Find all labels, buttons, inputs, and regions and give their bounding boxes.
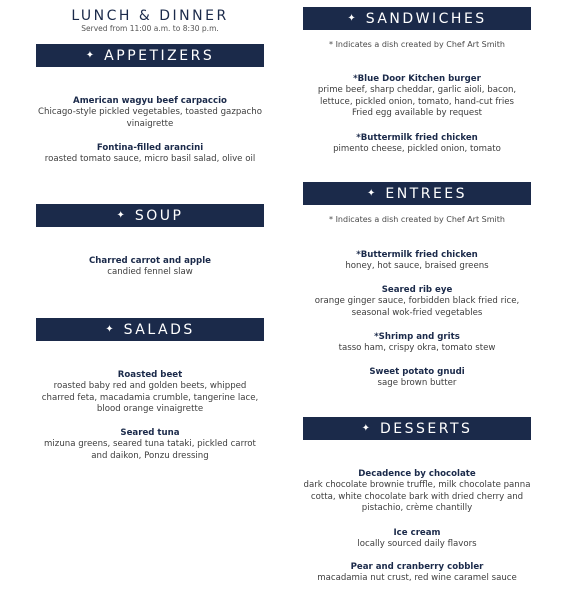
- dish-description: dark chocolate brownie truffle, milk chocolate panna cotta, white chocolate bark with dried cherry and pistachio, crème chantilly: [303, 480, 531, 514]
- menu-item: [303, 74, 531, 120]
- dish-name: *Buttermilk fried chicken: [356, 250, 478, 260]
- section-header-entrees: [303, 182, 531, 205]
- section-header-salads: [36, 318, 264, 341]
- dish-description: honey, hot sauce, braised greens: [345, 261, 489, 272]
- dish-description: locally sourced daily flavors: [357, 539, 477, 550]
- sparkle-star-icon: ✦: [366, 188, 376, 199]
- dish-description: candied fennel slaw: [107, 267, 193, 278]
- dish-name: American wagyu beef carpaccio: [73, 96, 227, 106]
- menu-item: [36, 428, 264, 462]
- service-hours: Served from 11:00 a.m. to 8:30 p.m.: [81, 24, 219, 33]
- dish-description: pimento cheese, pickled onion, tomato: [333, 144, 501, 155]
- menu-item: [36, 143, 264, 166]
- section-header-sandwiches: [303, 7, 531, 30]
- section-title: APPETIZERS: [104, 47, 215, 64]
- sparkle-star-icon: ✦: [361, 423, 370, 434]
- menu-item: [36, 96, 264, 130]
- menu-title-block: [36, 8, 264, 34]
- chef-note: * Indicates a dish created by Chef Art Smith: [329, 40, 505, 49]
- dish-description: sage brown butter: [377, 378, 457, 389]
- section-title: SANDWICHES: [365, 10, 487, 27]
- dish-description: roasted tomato sauce, micro basil salad, olive oil: [44, 154, 256, 165]
- dish-description: orange ginger sauce, forbidden black fried rice, seasonal wok-fried vegetables: [314, 296, 520, 318]
- sparkle-star-icon: ✦: [347, 13, 356, 24]
- section-title: ENTREES: [385, 185, 468, 202]
- section-title: SOUP: [134, 207, 184, 224]
- page-title: LUNCH & DINNER: [71, 8, 229, 24]
- sparkle-star-icon: ✦: [105, 324, 114, 335]
- menu-item: [303, 250, 531, 273]
- menu-item: [36, 256, 264, 279]
- dish-name: *Buttermilk fried chicken: [356, 133, 478, 143]
- dish-name: Decadence by chocolate: [358, 469, 476, 479]
- menu-item: [303, 367, 531, 390]
- dish-description: tasso ham, crispy okra, tomato stew: [338, 343, 496, 354]
- sparkle-star-icon: ✦: [116, 210, 125, 221]
- menu-item: [303, 469, 531, 515]
- menu-item: [36, 370, 264, 416]
- sparkle-star-icon: ✦: [85, 50, 95, 61]
- section-header-soup: [36, 204, 264, 227]
- dish-description: roasted baby red and golden beets, whipped charred feta, macadamia crumble, tangerine lace, blood orange vinaigrette: [41, 381, 259, 415]
- dish-name: Charred carrot and apple: [89, 256, 211, 266]
- dish-name: *Blue Door Kitchen burger: [353, 74, 481, 84]
- dish-name: *Shrimp and grits: [374, 332, 460, 342]
- dish-name: Pear and cranberry cobbler: [350, 562, 484, 572]
- menu-item: [303, 285, 531, 319]
- dish-name: Ice cream: [393, 528, 441, 538]
- section-title: SALADS: [123, 321, 195, 338]
- dish-name: Fontina-filled arancini: [96, 143, 204, 153]
- menu-item: [303, 562, 531, 585]
- dish-name: Seared tuna: [120, 428, 180, 438]
- section-header-desserts: [303, 417, 531, 440]
- dish-description: prime beef, sharp cheddar, garlic aioli, bacon, lettuce, pickled onion, tomato, hand-cut fries: [317, 85, 517, 107]
- chef-note: * Indicates a dish created by Chef Art Smith: [329, 215, 505, 224]
- dish-name: Seared rib eye: [381, 285, 453, 295]
- menu-item: [303, 332, 531, 355]
- section-header-appetizers: [36, 44, 264, 67]
- dish-description: macadamia nut crust, red wine caramel sauce: [317, 573, 517, 584]
- dish-description: mizuna greens, seared tuna tataki, pickled carrot and daikon, Ponzu dressing: [44, 439, 256, 461]
- menu-item: [303, 528, 531, 551]
- dish-name: Sweet potato gnudi: [369, 367, 465, 377]
- dish-name: Roasted beet: [117, 370, 183, 380]
- section-title: DESSERTS: [379, 420, 473, 437]
- dish-description: Chicago-style pickled vegetables, toasted gazpacho vinaigrette: [38, 107, 262, 129]
- dish-extra: Fried egg available by request: [351, 108, 483, 119]
- menu-item: [303, 133, 531, 156]
